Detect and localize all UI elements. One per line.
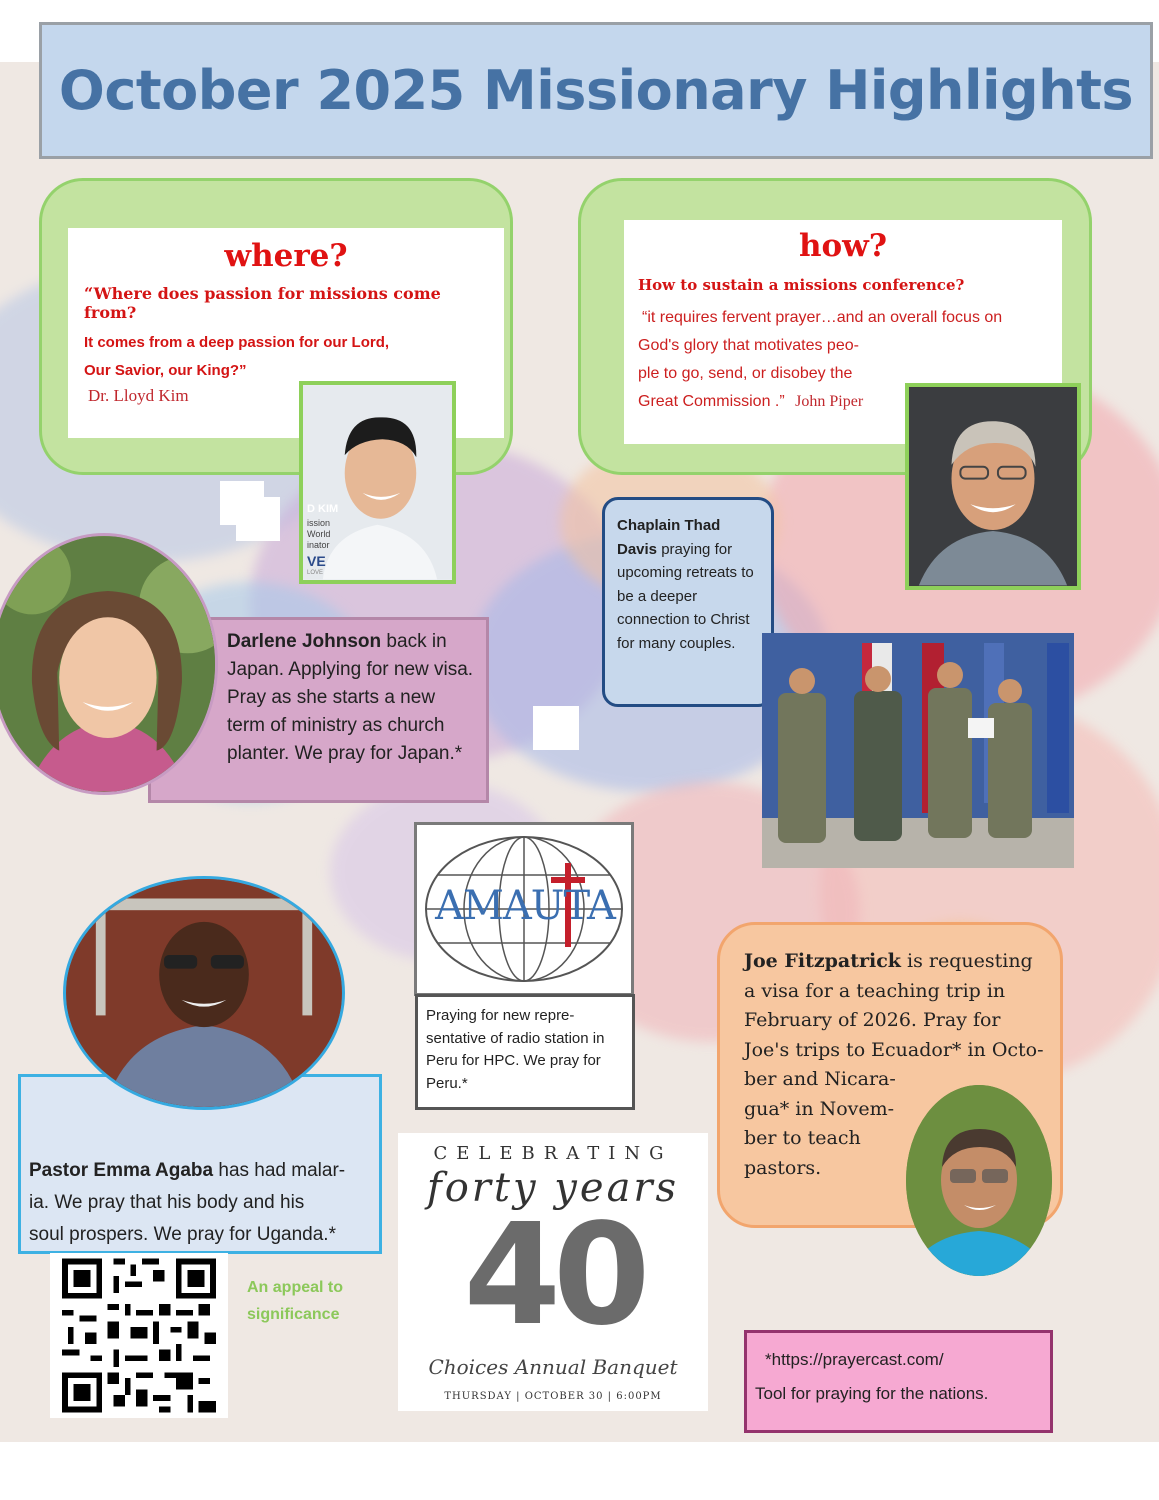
emma-line1 (29, 1155, 373, 1187)
john-piper-portrait (909, 387, 1077, 586)
where-question: “Where does passion for missions come from? (84, 284, 441, 322)
kim-book-badge: VE (307, 553, 326, 569)
prayercast-desc: Tool for praying for the nations. (755, 1384, 989, 1403)
how-question: How to sustain a missions conference? (638, 276, 965, 294)
john-piper-photo (905, 383, 1081, 590)
kim-book-line3: inator (307, 540, 330, 550)
joe-text-line4: Joe's trips to Ecuador* in Octo- (744, 1038, 1044, 1061)
darlene-name: Darlene Johnson (227, 631, 382, 652)
emma-text-line3: soul prospers. We pray for Uganda.* (29, 1224, 336, 1245)
where-answer-line2: Our Savior, our King?” (84, 362, 247, 379)
kim-book-line1: ission (307, 518, 331, 528)
kim-book-line2: World (307, 529, 331, 539)
banquet-flyer (398, 1133, 708, 1411)
amauta-text: Praying for new repre-sentative of radio station in Peru for HPC. We pray for Peru.* (426, 1007, 605, 1092)
how-author: John Piper (795, 393, 864, 410)
banquet-number: 40 (463, 1194, 643, 1357)
prayercast-card (744, 1330, 1053, 1433)
appeal-line1: An appeal to (247, 1279, 344, 1296)
amauta-prayer-card (415, 994, 635, 1110)
emma-text-line1: has had malar- (213, 1160, 346, 1181)
where-author: Dr. Lloyd Kim (88, 386, 189, 405)
emma-text-line2: ia. We pray that his body and his (29, 1192, 305, 1213)
joe-text-line3: February of 2026. Pray for (744, 1009, 1001, 1031)
how-heading: how? (798, 228, 888, 264)
where-answer-line1: It comes from a deep passion for our Lord, (84, 334, 390, 351)
page-title: October 2025 Missionary Highlights (58, 59, 1134, 122)
banquet-script: forty years (426, 1165, 680, 1211)
qr-code-icon (50, 1253, 228, 1418)
thad-text: praying for upcoming retreats to be a deeper connection to Christ for many couples. (617, 540, 754, 652)
how-quote-line4: Great Commission .” (638, 393, 785, 410)
how-quote-line3: ple to go, send, or disobey the (638, 365, 853, 382)
joe-line1 (744, 947, 1046, 977)
joe-text-line8: pastors. (744, 1156, 822, 1179)
joe-fitzpatrick-photo (906, 1085, 1052, 1276)
chaplain-ceremony-photo (762, 633, 1074, 868)
qr-code[interactable] (50, 1253, 228, 1418)
kim-book-badge-sub: LOVE (307, 570, 324, 576)
chaplain-thad-card (602, 497, 774, 707)
pastor-emma-photo (63, 876, 345, 1110)
prayercast-url[interactable]: *https://prayercast.com/ (765, 1350, 944, 1369)
pastor-emma-portrait (66, 879, 342, 1107)
where-heading: where? (224, 238, 348, 274)
banquet-celebrating: CELEBRATING (433, 1143, 673, 1164)
joe-fitzpatrick-portrait (906, 1085, 1052, 1276)
appeal-line2: significance (247, 1306, 340, 1323)
banquet-event: Choices Annual Banquet (428, 1355, 678, 1379)
appeal-text (247, 1274, 343, 1328)
banquet-date: THURSDAY | OCTOBER 30 | 6:00PM (444, 1391, 662, 1402)
joe-text-line6: gua* in Novem- (744, 1097, 895, 1120)
emma-name: Pastor Emma Agaba (29, 1160, 214, 1181)
how-quote-line2: God's glory that motivates peo- (638, 337, 859, 354)
amauta-logo-text: AMAUTA (435, 883, 615, 929)
thad-name: Chaplain Thad Davis (617, 517, 721, 558)
ceremony-scene (762, 633, 1074, 868)
white-square-decoration (533, 706, 579, 750)
joe-text-line5: ber and Nicara- (744, 1068, 896, 1090)
darlene-johnson-portrait (0, 536, 215, 792)
darlene-text: back in Japan. Applying for new visa. Pray as she starts a new term of ministry as church planter. We pray for Japan.* (227, 631, 474, 764)
lloyd-kim-portrait (303, 385, 452, 580)
amauta-logo-box (414, 822, 634, 996)
joe-text-line1: is requesting (900, 950, 1033, 972)
kim-book-name: D KIM (307, 503, 339, 515)
joe-text-line2: a visa for a teaching trip in (744, 979, 1006, 1002)
joe-text-line7: ber to teach (744, 1127, 861, 1149)
darlene-johnson-photo (0, 533, 218, 795)
joe-name: Joe Fitzpatrick (744, 950, 901, 972)
white-square-decoration (236, 497, 280, 541)
page-title-banner (39, 22, 1153, 159)
how-quote-line1: “it requires fervent prayer…and an overall focus on (642, 309, 1003, 326)
lloyd-kim-photo (299, 381, 456, 584)
